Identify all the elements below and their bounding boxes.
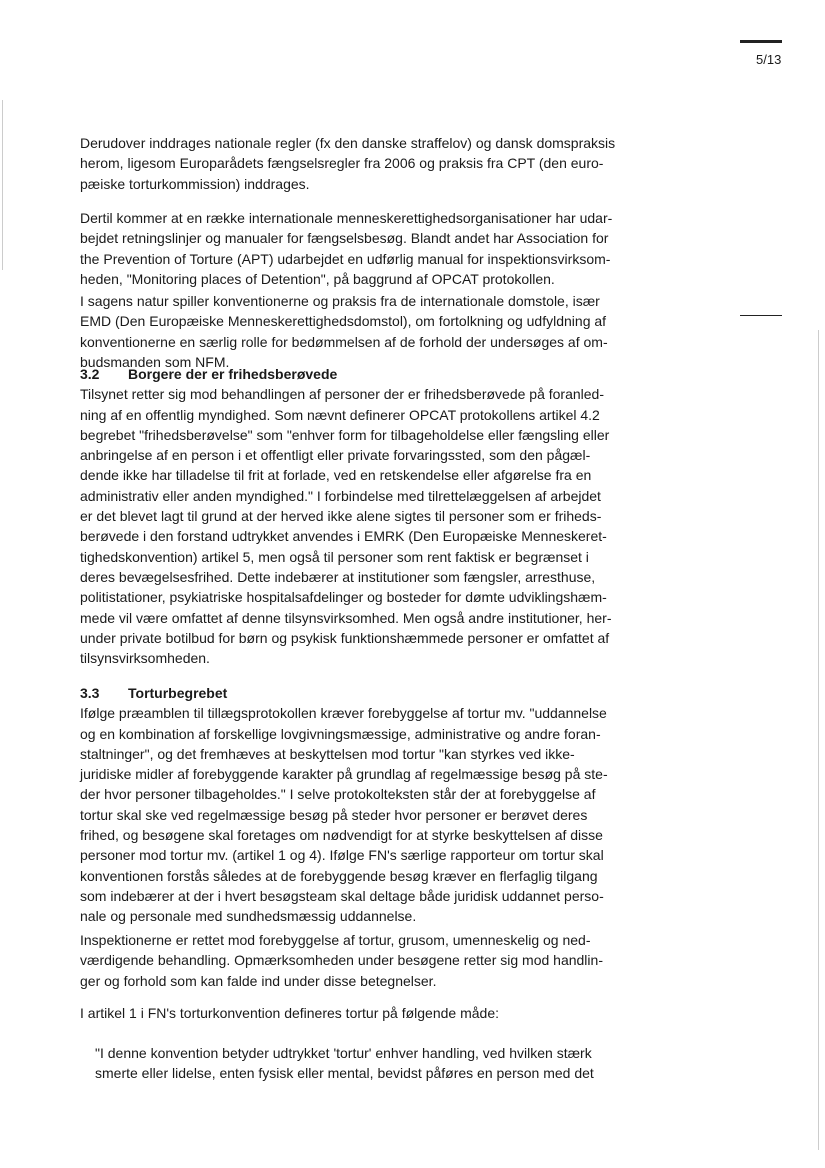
section-3-3 [80, 683, 640, 927]
margin-mark [740, 315, 782, 316]
text-line: the Prevention of Torture (APT) udarbejdet en udførlig manual for inspektionsvirksom- [80, 250, 611, 267]
scan-edge [818, 330, 819, 1150]
section-heading [80, 364, 640, 384]
text-line: I sagens natur spiller konventionerne og praksis fra de internationale domstole, især [80, 293, 600, 309]
paragraph [80, 291, 640, 372]
section-3-2 [80, 364, 640, 668]
text-line: tighedskonvention) artikel 5, men også til personer som rent faktisk er begrænset i [80, 548, 589, 565]
text-line: der hvor personer tilbageholdes." I selve protokolteksten står der at forebyggelse af [80, 786, 596, 803]
block-quote [95, 1043, 655, 1084]
text-line: Tilsynet retter sig mod behandlingen af personer der er frihedsberøvede på foranled- [80, 386, 604, 403]
text-line: pæiske torturkommission) inddrages. [80, 175, 310, 192]
text-line: bejdet retningslinjer og manualer for fængselsbesøg. Blandt andet har Association for [80, 230, 609, 247]
section-title: Torturbegrebet [128, 685, 228, 701]
text-line: budsmanden som NFM. [80, 353, 230, 370]
text-line: begrebet "frihedsberøvelse" som "enhver form for tilbageholdelse eller fængsling eller [80, 426, 610, 443]
text-line: tilsynsvirksomheden. [80, 650, 210, 667]
text-line: konventionen forstås således at de forebyggende besøg kræver en flerfaglig tilgang [80, 867, 598, 884]
text-line: herom, ligesom Europarådets fængselsregler fra 2006 og praksis fra CPT (den euro- [80, 155, 604, 172]
text-line: Inspektionerne er rettet mod forebyggelse af tortur, grusom, umenneskelig og ned- [80, 932, 591, 948]
text-line: I artikel 1 i FN's torturkonvention defineres tortur på følgende måde: [80, 1005, 499, 1021]
section-heading [80, 683, 640, 703]
text-line: er det blevet lagt til grund at der herved ikke alene sigtes til personer som er friheds- [80, 508, 602, 525]
section-number: 3.3 [80, 685, 100, 701]
text-line: anbringelse af en person i et offentligt eller private forvaringssted, som den pågæl- [80, 447, 591, 464]
text-line: som indebærer at der i hvert besøgsteam skal deltage både juridisk uddannet perso- [80, 887, 604, 904]
margin-mark [740, 40, 782, 43]
text-line: EMD (Den Europæiske Menneskerettighedsdomstol), om fortolkning og udfyldning af [80, 313, 607, 330]
text-line: politistationer, psykiatriske hospitalsafdelinger og bosteder for dømte udviklingshæm- [80, 589, 607, 606]
scan-edge [2, 100, 3, 270]
paragraph [80, 133, 640, 194]
text-line: personer mod tortur mv. (artikel 1 og 4). Ifølge FN's særlige rapporteur om tortur skal [80, 847, 604, 864]
text-line: værdigende behandling. Opmærksomheden under besøgene retter sig mod handlin- [80, 952, 603, 969]
text-line: deres bevægelsesfrihed. Dette indebærer at institutioner som fængsler, arresthuse, [80, 568, 596, 585]
text-line: og en kombination af forskellige lovgivningsmæssige, administrative og andre foran- [80, 725, 601, 742]
text-line: smerte eller lidelse, enten fysisk eller mental, bevidst påføres en person med det [95, 1065, 594, 1082]
text-line: under private botilbud for børn og psykisk funktionshæmmede personer er omfattet af [80, 629, 610, 646]
text-line: nale og personale med sundhedsmæssig uddannelse. [80, 908, 417, 925]
text-line: heden, "Monitoring places of Detention", på baggrund af OPCAT protokollen. [80, 270, 555, 287]
text-line: ger og forhold som kan falde ind under disse betegnelser. [80, 972, 437, 989]
text-line: administrativ eller anden myndighed." I forbindelse med tilrettelæggelsen af arbejdet [80, 487, 601, 504]
text-line: frihed, og besøgene skal foretages om nødvendigt for at styrke beskyttelsen af disse [80, 827, 603, 844]
page-number: 5/13 [756, 52, 782, 67]
section-title: Borgere der er frihedsberøvede [128, 366, 338, 382]
text-line: tortur skal ske ved regelmæssige besøg på steder hvor personer er berøvet deres [80, 806, 588, 823]
text-line: ning af en offentlig myndighed. Som nævnt definerer OPCAT protokollens artikel 4.2 [80, 406, 600, 423]
text-line: staltninger", og det fremhæves at beskyttelsen mod tortur "kan styrkes ved ikke- [80, 745, 575, 762]
text-line: dende ikke har tilladelse til frit at forlade, ved en retskendelse eller afgørelse fra en [80, 467, 592, 484]
text-line: konventionerne en særlig rolle for bedømmelsen af de forhold der undersøges af om- [80, 333, 608, 350]
text-line: juridiske midler af forebyggende karakter på grundlag af regelmæssige besøg på ste- [80, 766, 608, 783]
text-line: Derudover inddrages nationale regler (fx den danske straffelov) og dansk domspraksis [80, 135, 616, 151]
text-line: berøvede i den forstand udtrykket anvendes i EMRK (Den Europæiske Menneskeret- [80, 528, 607, 545]
text-line: Ifølge præamblen til tillægsprotokollen kræver forebyggelse af tortur mv. "uddannelse [80, 705, 607, 722]
text-line: "I denne konvention betyder udtrykket 'tortur' enhver handling, ved hvilken stærk [95, 1045, 592, 1061]
text-line: mede vil være omfattet af denne tilsynsvirksomhed. Men også andre institutioner, her- [80, 609, 612, 626]
paragraph [80, 208, 640, 289]
paragraph [80, 930, 640, 991]
text-line: Dertil kommer at en række internationale menneskerettighedsorganisationer har udar- [80, 210, 613, 226]
paragraph [80, 1003, 640, 1023]
section-number: 3.2 [80, 366, 100, 382]
